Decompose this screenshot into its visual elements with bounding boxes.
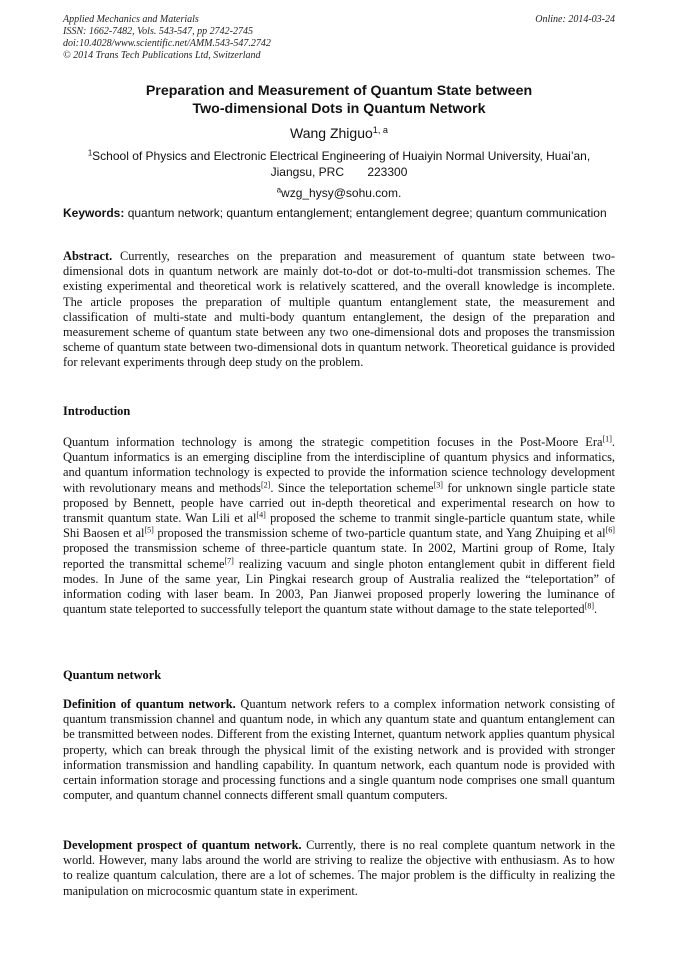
intro-text: realizing vacuum and single photon entanglement qubit in different field modes. In June of the same year, Lin Pingkai research group of Australia realized the “teleportation” of information coding with laser beam. In 2003, Pan Jianwei proposed properly lowering the luminance of quantum state teleported to successfully teleport the quantum state without damage to the state teleported — [63, 556, 615, 617]
copyright-line: © 2014 Trans Tech Publications Ltd, Switzerland — [63, 50, 261, 61]
citation-ref[interactable]: [8] — [584, 601, 595, 611]
email-superscript: a — [276, 185, 282, 195]
definition-paragraph — [63, 697, 615, 803]
title-line-1: Preparation and Measurement of Quantum State between — [145, 83, 533, 99]
keywords — [63, 206, 615, 220]
abstract-text: Currently, researches on the preparation and measurement of quantum state between two-dimensional dots in quantum network are mainly dot-to-dot or dot-to-multi-dot transmission schemes. The existing experimental and theoretical work is relatively scattered, and the overall knowledge is incomplete. The article proposes the preparation of multiple quantum entanglement state, the measurement and classification of multi-state and multi-body quantum entanglement, the design of the preparation and measurement scheme of quantum state between any two one-dimensional dots and proposes the transmission scheme of quantum state between two-dimensional dots in quantum network. Theoretical guidance is provided for relevant experiments through deep study on the problem. — [63, 249, 615, 370]
online-date: Online: 2014-03-24 — [535, 14, 615, 25]
email-line — [63, 185, 615, 201]
journal-header — [63, 14, 615, 62]
citation-ref[interactable]: [2] — [260, 480, 271, 490]
development-paragraph — [63, 838, 615, 899]
development-text: Currently, there is no real complete quantum network in the world. However, many labs around the world are striving to realize the objective with enthusiasm. As to how to realize quantum calculation, there are a lot of schemes. The major problem is the difficulty in realizing the manipulation on microcosmic quantum state in experiment. — [63, 838, 615, 898]
introduction-paragraph — [63, 435, 615, 617]
intro-text: Quantum information technology is among the strategic competition focuses in the Post-Moore Era — [63, 435, 603, 449]
citation-ref[interactable]: [3] — [433, 480, 443, 490]
intro-text: . Quantum informatics is an emerging discipline from the interdiscipline of quantum physics and informatics, and quantum information technology is expected to provide the information science technology development with revolutionary means and methods — [63, 435, 615, 495]
citation-ref[interactable]: [6] — [605, 525, 615, 535]
doi-line[interactable]: doi:10.4028/www.scientific.net/AMM.543-547.2742 — [63, 38, 271, 49]
intro-text: proposed the transmission scheme of two-particle quantum state, and Yang Zhuiping et al — [153, 526, 606, 541]
affiliation-superscript: 1 — [87, 148, 93, 158]
affiliation — [63, 148, 615, 180]
definition-text: Quantum network refers to a complex information network consisting of quantum transmission channel and quantum node, in which any quantum state and quantum entanglement can be transmitted between nodes. Different from the existing Internet, quantum network applies quantum physical property, which can break through the physical limit of the existing network and is provided with stronger information transmission and handling capability. In quantum network, each quantum node is provided with certain information storage and processing functions and a single quantum node comprises one small quantum computer, and quantum channel connects different small quantum computers. — [63, 697, 615, 803]
author-superscript: 1, a — [372, 125, 388, 135]
journal-name: Applied Mechanics and Materials — [63, 14, 199, 25]
citation-ref[interactable]: [1] — [602, 434, 612, 444]
abstract — [63, 249, 615, 371]
author-name: Wang Zhiguo — [290, 125, 373, 141]
intro-text: proposed the transmission scheme of three-particle quantum state. In 2002, Martini group of Rome, Italy reported the transmittal scheme — [63, 541, 615, 571]
intro-text: for unknown single particle state proposed by Bennett, people have carried out in-depth theoretical and experimental research on how to transmit quantum state. Wan Lili et al — [63, 480, 615, 526]
definition-label: Definition of quantum network. — [63, 697, 236, 711]
intro-text: . Since the teleportation scheme — [270, 480, 434, 495]
intro-text: proposed the scheme to tranmit single-particle quantum state, while Shi Baosen et al — [63, 511, 616, 541]
section-heading-quantum-network: Quantum network — [63, 668, 162, 682]
author-line — [63, 124, 615, 142]
issn-line: ISSN: 1662-7482, Vols. 543-547, pp 2742-2745 — [63, 26, 253, 37]
keywords-text: quantum network; quantum entanglement; entanglement degree; quantum communication — [124, 206, 607, 220]
paper-title — [63, 82, 615, 118]
title-line-2: Two-dimensional Dots in Quantum Network — [192, 101, 486, 117]
citation-ref[interactable]: [4] — [256, 510, 266, 520]
development-label: Development prospect of quantum network. — [63, 838, 302, 852]
abstract-label: Abstract. — [63, 249, 113, 263]
email-address[interactable]: wzg_hysy@sohu.com. — [281, 186, 402, 200]
section-heading-introduction: Introduction — [63, 404, 131, 418]
citation-ref[interactable]: [5] — [144, 525, 154, 535]
affiliation-line-1: School of Physics and Electronic Electrical Engineering of Huaiyin Normal University, Huai’an, — [92, 149, 591, 163]
keywords-label: Keywords: — [63, 206, 125, 220]
citation-ref[interactable]: [7] — [224, 556, 234, 566]
intro-text: . — [594, 602, 598, 617]
affiliation-line-2: Jiangsu, PRC 223300 — [270, 165, 408, 179]
